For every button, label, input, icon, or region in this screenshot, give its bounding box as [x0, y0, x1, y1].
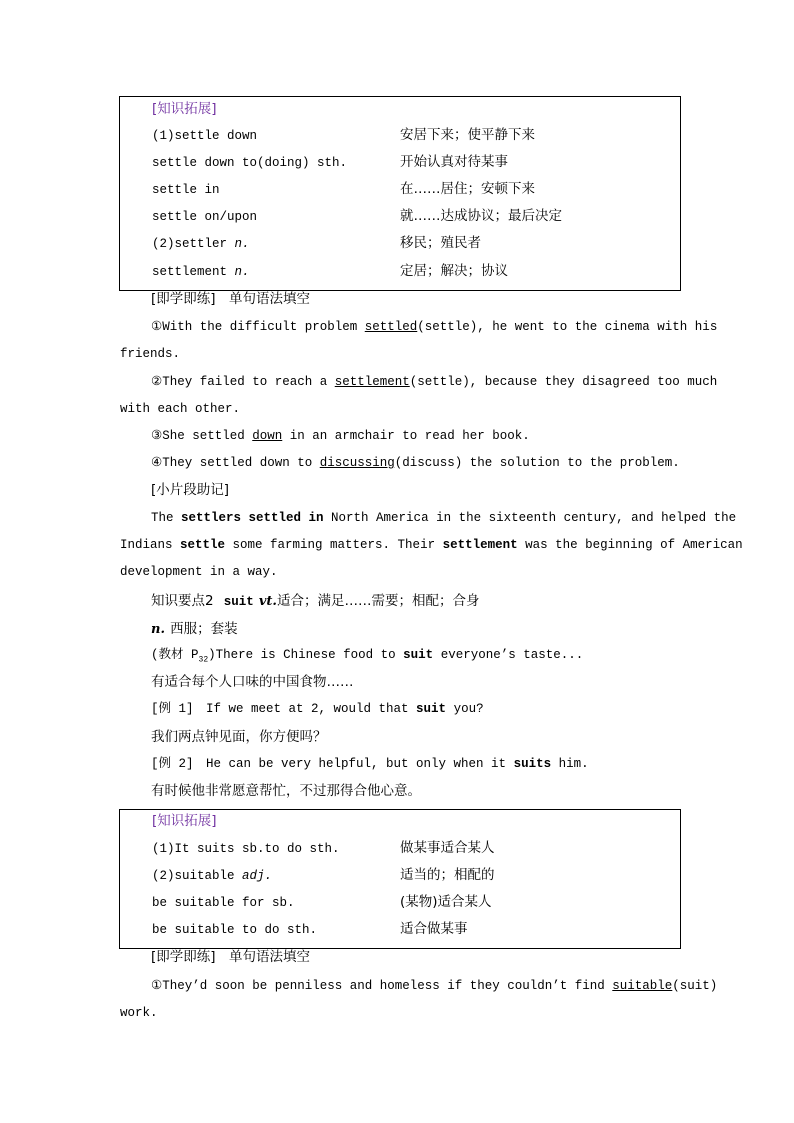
- phrase-en: settle down to(doing) sth.: [152, 156, 348, 170]
- memo-line: The settlers settled in North America in the sixteenth century, and helped the: [151, 511, 737, 525]
- box-title: [知识拓展]: [152, 101, 217, 117]
- example-2: [例 2] He can be very helpful, but only when it suits him.: [151, 757, 589, 771]
- phrase-en: be suitable for sb.: [152, 896, 295, 910]
- knowledge-expansion-box-1: [119, 96, 681, 291]
- point-heading: 知识要点2 suit vt.适合；满足……需要；相配；合身: [151, 593, 480, 609]
- answer: suitable: [612, 979, 673, 993]
- memo-line: development in a way.: [120, 565, 278, 579]
- phrase-en: (2)suitable adj.: [152, 869, 273, 883]
- phrase-en: settle on/upon: [152, 210, 258, 224]
- textbook-source: (教材 $P_{32})There$ is Chinese food to suit everyone’s taste...: [151, 648, 584, 665]
- point-heading-n: n. 西服；套装: [151, 621, 238, 637]
- practice-title: [即学即练] 单句语法填空: [151, 949, 311, 965]
- phrase-en: be suitable to do sth.: [152, 923, 318, 937]
- phrase-zh: 就……达成协议；最后决定: [400, 208, 562, 224]
- phrase-zh: 适当的；相配的: [400, 867, 495, 883]
- answer: discussing: [319, 456, 395, 470]
- phrase-zh: 移民；殖民者: [400, 235, 481, 251]
- phrase-en: (2)settler n.: [152, 237, 250, 251]
- exercise-line: friends.: [120, 347, 181, 361]
- exercise-line: ①They’d soon be penniless and homeless if they couldn’t find suitable(suit): [151, 979, 718, 993]
- memo-title: [小片段助记]: [151, 482, 230, 498]
- phrase-en: settlement n.: [152, 265, 250, 279]
- exercise-line: ④They settled down to discussing(discuss) the solution to the problem.: [151, 456, 680, 470]
- exercise-line: ①With the difficult problem settled(settle), he went to the cinema with his: [151, 320, 718, 334]
- phrase-en: settle in: [152, 183, 220, 197]
- practice-title: [即学即练] 单句语法填空: [151, 291, 311, 307]
- translation: 有时候他非常愿意帮忙，不过那得合他心意。: [151, 783, 421, 799]
- phrase-zh: (某物)适合某人: [400, 894, 492, 910]
- phrase-zh: 做某事适合某人: [400, 840, 495, 856]
- exercise-line: ②They failed to reach a settlement(settle), because they disagreed too much: [151, 375, 718, 389]
- exercise-line: with each other.: [120, 402, 241, 416]
- memo-line: Indians settle some farming matters. Their settlement was the beginning of American: [120, 538, 743, 552]
- exercise-line: work.: [120, 1006, 158, 1020]
- translation: 有适合每个人口味的中国食物……: [151, 674, 354, 690]
- answer: down: [252, 429, 283, 443]
- knowledge-expansion-box-2: [119, 809, 681, 949]
- phrase-zh: 安居下来；使平静下来: [400, 127, 535, 143]
- translation: 我们两点钟见面，你方便吗？: [151, 729, 327, 745]
- phrase-zh: 在……居住；安顿下来: [400, 181, 535, 197]
- phrase-zh: 定居；解决；协议: [400, 263, 508, 279]
- phrase-zh: 适合做某事: [400, 921, 468, 937]
- phrase-zh: 开始认真对待某事: [400, 154, 508, 170]
- box-title: [知识拓展]: [152, 813, 217, 829]
- answer: settled: [364, 320, 418, 334]
- phrase-en: (1)settle down: [152, 129, 258, 143]
- phrase-en: (1)It suits sb.to do sth.: [152, 842, 340, 856]
- answer: settlement: [334, 375, 410, 389]
- exercise-line: ③She settled down in an armchair to read her book.: [151, 429, 530, 443]
- example-1: [例 1] If we meet at 2, would that suit you?: [151, 702, 484, 716]
